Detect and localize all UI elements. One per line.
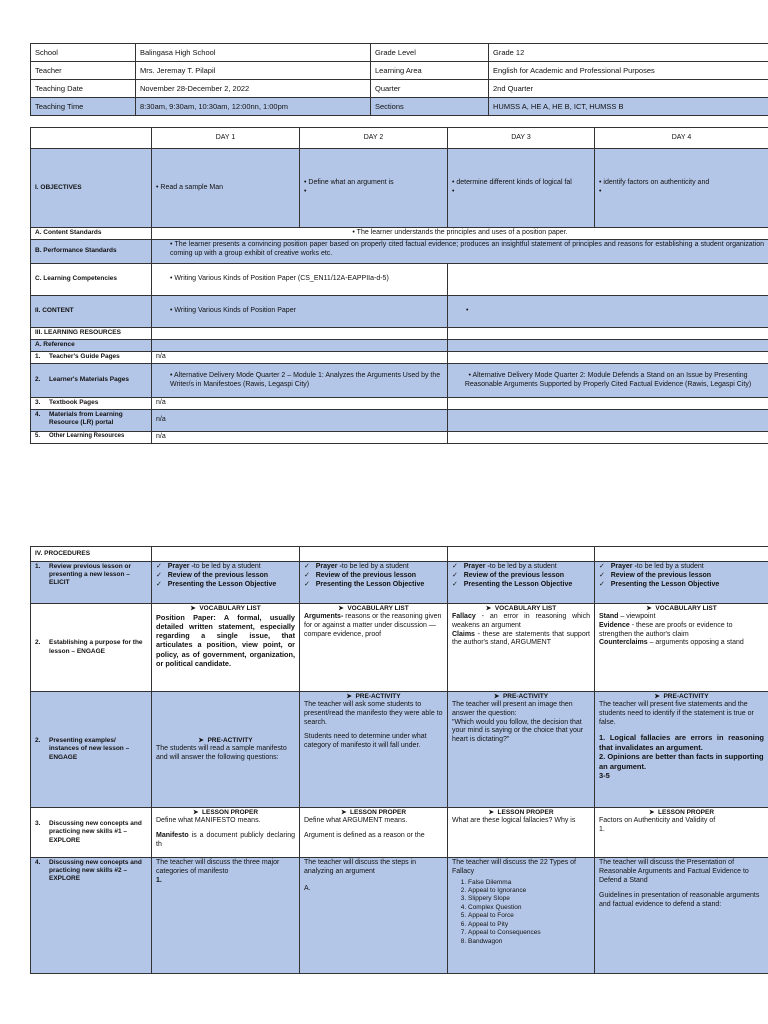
fallacy-list	[452, 879, 590, 947]
teaching-date-value: November 28-December 2, 2022	[136, 80, 371, 98]
learning-competencies-label: C. Learning Competencies	[31, 264, 152, 296]
pre-activity-day-4: ➤ PRE-ACTIVITY The teacher will present five statements and the students need to identify if the statement is true or false. 1. Logical fallacies are errors in reasoning that invalidates an argument. 2. Opinions are better than facts in supporting an argument. 3-5	[595, 692, 768, 808]
teacher-label: Teacher	[31, 62, 136, 80]
textbook-pages-value: n/a	[152, 398, 448, 410]
content-label: II. CONTENT	[31, 296, 152, 328]
list-item: 7. Appeal to Consequences	[468, 929, 590, 937]
school-value: Balingasa High School	[136, 44, 371, 62]
list-item: 8. Bandwagon	[468, 938, 590, 946]
content-standards-value: • The learner understands the principles and uses of a position paper.	[152, 228, 768, 240]
vocab-day-1: ➤ VOCABULARY LIST Position Paper: A formal, usually detailed written statement, especially regarding a single issue, that articulates a position, view point, or policy, as of government, organization, or political candidate.	[152, 604, 300, 692]
textbook-pages-label: Textbook Pages	[49, 399, 99, 406]
learners-materials-label: Learner's Materials Pages	[49, 376, 129, 384]
reference-label: A. Reference	[31, 340, 152, 352]
explore-2-label: Discussing new concepts and practicing new skills #2 – EXPLORE	[49, 859, 142, 883]
elicit-day-3: ✓ Prayer -to be led by a student ✓ Review of the previous lesson ✓ Presenting the Lesson Objective	[448, 562, 595, 604]
other-resources-value: n/a	[152, 432, 448, 444]
content-value: • Writing Various Kinds of Position Paper	[152, 296, 448, 328]
day-4-header: DAY 4	[595, 128, 768, 149]
learners-materials-value-1: • Alternative Delivery Mode Quarter 2 – Module 1: Analyzes the Arguments Used by the Writer/s in Manifestoes (Rawis, Legaspi City)	[152, 364, 448, 398]
list-item: 3. Slippery Slope	[468, 895, 590, 903]
explore-2-day-3: The teacher will discuss the 22 Types of Fallacy 1. False Dilemma 2. Appeal to Ignorance 3. Slippery Slope 4. Complex Question 5. Appeal to Force 6. Appeal to Pity 7. Appeal to Consequences 8. Bandwagon	[448, 858, 595, 974]
explore-2-day-4: The teacher will discuss the Presentation of Reasonable Arguments and Factual Evidence to Defend a Stand Guidelines in presentation of reasonable arguments and factual evidence to defend a stand:	[595, 858, 768, 974]
lr-portal-value: n/a	[152, 410, 448, 432]
elicit-day-4: ✓ Prayer -to be led by a student ✓ Review of the previous lesson ✓ Presenting the Lesson Objective	[595, 562, 768, 604]
content-standards-label: A. Content Standards	[31, 228, 152, 240]
school-label: School	[31, 44, 136, 62]
learning-area-label: Learning Area	[371, 62, 489, 80]
teachers-guide-value: n/a	[152, 352, 448, 364]
procedures-table: IV. PROCEDURES 1. Review previous lesson or presenting a new lesson – ELICIT ✓ Prayer -to be led by a student ✓ Review of the previous lesson ✓ Presenting the Lesson Objective ✓ Prayer -to be led by a student ✓ Review of the previous lesson ✓ Presenting the Lesson Objective ✓ Prayer -to be led by a student ✓ Review of the previous lesson ✓ Presenting the Lesson Objective ✓ Prayer -to be led by a student ✓ Review of the previous lesson ✓ Presenting the Lesson Objective 2. Establishing a purpose for the lesson – ENGAGE ➤ VOCABULARY LIST Position Paper: A formal, usually detailed written statement, especially regarding a single issue, that articulates a position, view point, or policy, as of government, organization, or political candidate. ➤ VOCABULARY LIST Arguments- reasons or the reasoning given for or against a matter under discussion — compare evidence, proof ➤ VOCABULARY LIST Fallacy - an error in reasoning which weakens an argument Claims - these are statements that support the author's stand, ARGUMENT ➤ VOCABULARY LIST Stand – viewpoint Evidence - these are proofs or evidence to strengthen the author's claim Counterclaims – arguments opposing a stand 2. Presenting examples/ instances of new lesson – ENGAGE ➤ PRE-ACTIVITY The students will read a sample manifesto and will answer the following questions: ➤ PRE-ACTIVITY The teacher will ask some students to present/read the manifesto they were able to search. Students need to determine under what category of manifesto it will fall under. ➤ PRE-ACTIVITY The teacher will present an image then answer the question: "Which would you follow, the decision that your mind is saying or the choice that your heart is dictating?" ➤ PRE-ACTIVITY The teacher will present five statements and the students need to identify if the statement is true or false. 1. Logical fallacies are errors in reasoning that invalidates an argument. 2. Opinions are better than facts in supporting an argument. 3-5 3. Discussing new concepts and practicing new skills #1 – EXPLORE ➤ LESSON PROPER Define what MANIFESTO means. Manifesto is a document publicly declaring th ➤ LESSON PROPER Define what ARGUMENT means. Argument is defined as a reason or the ➤ LESSON PROPER What are these logical fallacies? Why is ➤ LESSON PROPER Factors on Authenticity and Validity of 1. 4. Discussing new concepts and practicing new skills #2 – EXPLORE The teacher will discuss the three major categories of manifesto 1. The teacher will discuss the steps in analyzing an argument A. The teacher will discuss the 22 Types of Fallacy 1. False Dilemma 2. Appeal to Ignorance 3. Slippery Slope 4. Complex Question 5. Appeal to Force 6. Appeal to Pity 7. Appeal to Consequences 8. Bandwagon The teacher will discuss the Presentation of Reasonable Arguments and Factual Evidence to Defend a Stand Guidelines in presentation of reasonable arguments and factual evidence to defend a stand:	[30, 546, 768, 974]
teaching-date-label: Teaching Date	[31, 80, 136, 98]
header-table	[30, 43, 768, 116]
list-item: 1. False Dilemma	[468, 879, 590, 887]
list-item: 6. Appeal to Pity	[468, 921, 590, 929]
lesson-proper-day-1: ➤ LESSON PROPER Define what MANIFESTO means. Manifesto is a document publicly declaring th	[152, 808, 300, 858]
objective-day-2: • Define what an argument is •	[300, 149, 448, 228]
explore-1-label: Discussing new concepts and practicing new skills #1 – EXPLORE	[49, 820, 142, 844]
objective-day-3: • determine different kinds of logical fal •	[448, 149, 595, 228]
objective-day-4: • identify factors on authenticity and •	[595, 149, 768, 228]
day-3-header: DAY 3	[448, 128, 595, 149]
performance-standards-label: B. Performance Standards	[31, 240, 152, 264]
explore-2-day-1: The teacher will discuss the three major categories of manifesto 1.	[152, 858, 300, 974]
pre-activity-day-2: ➤ PRE-ACTIVITY The teacher will ask some students to present/read the manifesto they were able to search. Students need to determine under what category of manifesto it will fall under.	[300, 692, 448, 808]
explore-2-day-2: The teacher will discuss the steps in analyzing an argument A.	[300, 858, 448, 974]
grade-level-label: Grade Level	[371, 44, 489, 62]
learning-area-value: English for Academic and Professional Purposes	[489, 62, 768, 80]
day-2-header: DAY 2	[300, 128, 448, 149]
vocab-day-3: ➤ VOCABULARY LIST Fallacy - an error in reasoning which weakens an argument Claims - these are statements that support the author's stand, ARGUMENT	[448, 604, 595, 692]
teachers-guide-label: Teacher's Guide Pages	[49, 353, 120, 360]
list-item: 4. Complex Question	[468, 904, 590, 912]
teaching-time-value: 8:30am, 9:30am, 10:30am, 12:00nn, 1:00pm	[136, 98, 371, 116]
list-item: 5. Appeal to Force	[468, 912, 590, 920]
engage-purpose-label: Establishing a purpose for the lesson – ENGAGE	[49, 639, 143, 655]
vocab-day-2: ➤ VOCABULARY LIST Arguments- reasons or the reasoning given for or against a matter under discussion — compare evidence, proof	[300, 604, 448, 692]
sections-label: Sections	[371, 98, 489, 116]
list-item: 2. Appeal to Ignorance	[468, 887, 590, 895]
day-1-header: DAY 1	[152, 128, 300, 149]
lr-portal-label: Materials from Learning Resource (LR) portal	[49, 411, 123, 427]
pre-activity-day-3: ➤ PRE-ACTIVITY The teacher will present an image then answer the question: "Which would you follow, the decision that your mind is saying or the choice that your heart is dictating?"	[448, 692, 595, 808]
vocab-day-4: ➤ VOCABULARY LIST Stand – viewpoint Evidence - these are proofs or evidence to strengthen the author's claim Counterclaims – arguments opposing a stand	[595, 604, 768, 692]
elicit-day-2: ✓ Prayer -to be led by a student ✓ Review of the previous lesson ✓ Presenting the Lesson Objective	[300, 562, 448, 604]
plan-table: DAY 1 DAY 2 DAY 3 DAY 4 I. OBJECTIVES • Read a sample Man • Define what an argument is • • determine different kinds of logical fal • • identify factors on authenticity and • A. Content Standards • The learner understands the principles and uses of a position paper. B. Performance Standards • The learner presents a convincing position paper based on properly cited factual evidence; produces an insightful statement of principles and reasons for establishing a student organization coming up with a group exhibit of creative works etc. C. Learning Competencies • Writing Various Kinds of Position Paper (CS_EN11/12A-EAPPIIa-d-5) II. CONTENT • Writing Various Kinds of Position Paper • III. LEARNING RESOURCES A. Reference 1. Teacher's Guide Pages n/a 2. Learner's Materials Pages • Alternative Delivery Mode Quarter 2 – Module 1: Analyzes the Arguments Used by the Writer/s in Manifestoes (Rawis, Legaspi City) • Alternative Delivery Mode Quarter 2: Module Defends a Stand on an Issue by Presenting Reasonable Arguments Supported by Properly Cited Factual Evidence (Rawis, Legaspi City) 3. Textbook Pages n/a 4. Materials from Learning Resource (LR) portal n/a 5. Other Learning Resources n/a	[30, 127, 768, 444]
learners-materials-value-2: • Alternative Delivery Mode Quarter 2: Module Defends a Stand on an Issue by Presenting Reasonable Arguments Supported by Properly Cited Factual Evidence (Rawis, Legaspi City)	[448, 364, 768, 398]
procedures-label: IV. PROCEDURES	[31, 547, 152, 562]
quarter-value: 2nd Quarter	[489, 80, 768, 98]
grade-level-value: Grade 12	[489, 44, 768, 62]
elicit-label: Review previous lesson or presenting a new lesson – ELICIT	[49, 563, 132, 587]
lesson-proper-day-4: ➤ LESSON PROPER Factors on Authenticity and Validity of 1.	[595, 808, 768, 858]
lesson-proper-day-3: ➤ LESSON PROPER What are these logical fallacies? Why is	[448, 808, 595, 858]
elicit-day-1: ✓ Prayer -to be led by a student ✓ Review of the previous lesson ✓ Presenting the Lesson Objective	[152, 562, 300, 604]
sections-value: HUMSS A, HE A, HE B, ICT, HUMSS B	[489, 98, 768, 116]
engage-examples-label: Presenting examples/ instances of new lesson – ENGAGE	[49, 737, 130, 761]
performance-standards-value: • The learner presents a convincing position paper based on properly cited factual evidence; produces an insightful statement of principles and reasons for establishing a student organization coming up with a group exhibit of creative works etc.	[152, 240, 768, 264]
teacher-value: Mrs. Jeremay T. Pilapil	[136, 62, 371, 80]
learning-competencies-value: • Writing Various Kinds of Position Paper (CS_EN11/12A-EAPPIIa-d-5)	[152, 264, 448, 296]
learning-resources-label: III. LEARNING RESOURCES	[31, 328, 152, 340]
pre-activity-day-1: ➤ PRE-ACTIVITY The students will read a sample manifesto and will answer the following questions:	[152, 692, 300, 808]
objective-day-1: • Read a sample Man	[152, 149, 300, 228]
teaching-time-label: Teaching Time	[31, 98, 136, 116]
lesson-proper-day-2: ➤ LESSON PROPER Define what ARGUMENT means. Argument is defined as a reason or the	[300, 808, 448, 858]
other-resources-label: Other Learning Resources	[49, 433, 125, 439]
objectives-label: I. OBJECTIVES	[31, 149, 152, 228]
quarter-label: Quarter	[371, 80, 489, 98]
